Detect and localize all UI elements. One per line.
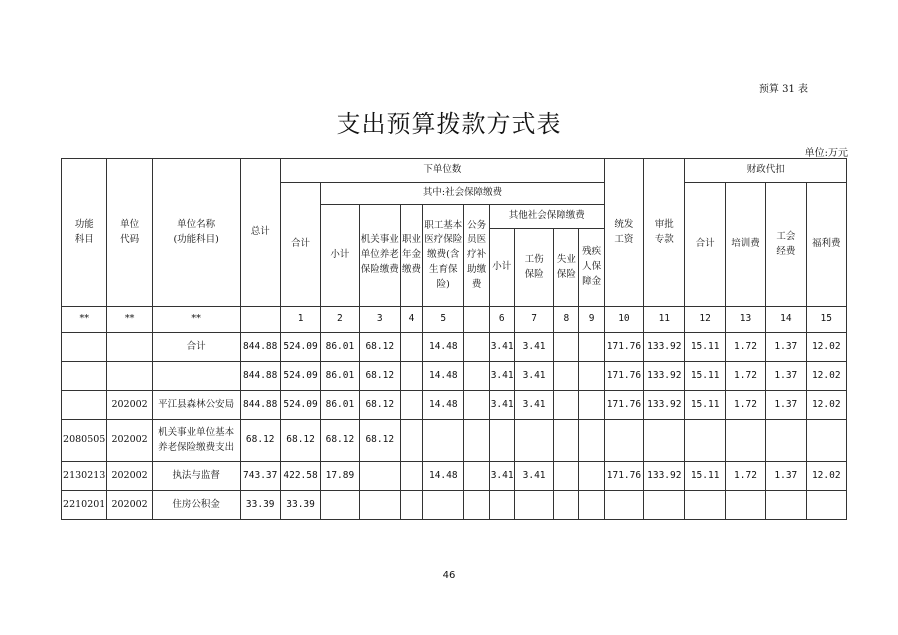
table-cell: 33.39 <box>240 491 280 520</box>
table-cell: 33.39 <box>280 491 320 520</box>
table-cell: 133.92 <box>644 462 685 491</box>
header-total: 总计 <box>240 159 280 307</box>
table-cell: 7 <box>514 307 553 333</box>
header-welfare: 福利费 <box>806 183 847 307</box>
table-cell <box>514 491 553 520</box>
table-cell: 1 <box>280 307 320 333</box>
table-cell: 86.01 <box>321 333 359 362</box>
table-row <box>62 391 847 420</box>
header-unemployment: 失业 保险 <box>554 229 579 307</box>
table-cell: 1.72 <box>725 462 765 491</box>
table-cell <box>554 462 579 491</box>
table-cell: 1.72 <box>725 333 765 362</box>
header-lower-total: 合计 <box>280 183 320 307</box>
table-cell: ** <box>107 307 152 333</box>
header-row-1 <box>62 159 847 183</box>
table-cell: 3.41 <box>514 362 553 391</box>
table-cell: 14.48 <box>423 362 464 391</box>
table-cell <box>579 462 604 491</box>
table-cell: 15.11 <box>685 362 725 391</box>
table-cell: 12.02 <box>806 333 847 362</box>
table-cell: 12.02 <box>806 462 847 491</box>
page-title: 支出预算拨款方式表 <box>336 110 562 138</box>
table-cell <box>464 362 489 391</box>
table-cell: 171.76 <box>604 391 643 420</box>
table-cell: 202002 <box>107 491 152 520</box>
table-cell <box>464 391 489 420</box>
table-cell: 133.92 <box>644 333 685 362</box>
table-cell <box>554 420 579 462</box>
table-cell: 68.12 <box>359 420 400 462</box>
table-cell: 2210201 <box>62 491 107 520</box>
table-cell <box>725 491 765 520</box>
table-cell: 3.41 <box>514 462 553 491</box>
table-cell <box>604 420 643 462</box>
table-cell <box>62 333 107 362</box>
table-cell <box>554 491 579 520</box>
table-cell <box>685 420 725 462</box>
table-cell <box>152 362 240 391</box>
table-cell <box>400 391 422 420</box>
table-cell <box>107 362 152 391</box>
table-cell: 14.48 <box>423 462 464 491</box>
table-cell: 3.41 <box>489 391 514 420</box>
unit-label: 单位:万元 <box>804 148 848 159</box>
table-row <box>62 333 847 362</box>
table-cell: 202002 <box>107 462 152 491</box>
table-cell <box>766 491 806 520</box>
table-cell: 3.41 <box>489 362 514 391</box>
table-cell: 68.12 <box>240 420 280 462</box>
table-cell <box>489 420 514 462</box>
table-cell: 住房公积金 <box>152 491 240 520</box>
table-cell: 执法与监督 <box>152 462 240 491</box>
table-cell: 2130213 <box>62 462 107 491</box>
table-cell: 4 <box>400 307 422 333</box>
table-cell <box>400 362 422 391</box>
table-cell: 1.37 <box>766 333 806 362</box>
table-cell: 机关事业单位基本养老保险缴费支出 <box>152 420 240 462</box>
table-cell <box>240 307 280 333</box>
table-cell: 14.48 <box>423 391 464 420</box>
table-cell: 524.09 <box>280 391 320 420</box>
table-cell: 68.12 <box>359 362 400 391</box>
table-row <box>62 362 847 391</box>
table-cell: 12.02 <box>806 362 847 391</box>
table-cell <box>400 333 422 362</box>
table-cell: 15 <box>806 307 847 333</box>
table-cell <box>766 420 806 462</box>
header-medical: 职工基本 医疗保险 缴费(含 生育保 险) <box>423 205 464 307</box>
table-cell: 171.76 <box>604 333 643 362</box>
table-cell <box>359 462 400 491</box>
header-lower-unit: 下单位数 <box>280 159 604 183</box>
table-cell <box>464 333 489 362</box>
table-cell: 86.01 <box>321 391 359 420</box>
table-cell <box>579 333 604 362</box>
table-row <box>62 491 847 520</box>
table-cell: 3.41 <box>514 391 553 420</box>
table-cell: 1.72 <box>725 391 765 420</box>
table-cell: 3.41 <box>489 462 514 491</box>
header-injury: 工伤 保险 <box>514 229 553 307</box>
table-cell <box>321 491 359 520</box>
header-training: 培训费 <box>725 183 765 307</box>
table-cell: 15.11 <box>685 462 725 491</box>
index-row <box>62 307 847 333</box>
header-civil-servant-medical: 公务 员医 疗补 助缴 费 <box>464 205 489 307</box>
table-cell: 平江县森林公安局 <box>152 391 240 420</box>
table-cell: 5 <box>423 307 464 333</box>
table-cell: 9 <box>579 307 604 333</box>
table-cell: 68.12 <box>280 420 320 462</box>
header-fw-total: 合计 <box>685 183 725 307</box>
table-cell: 133.92 <box>644 362 685 391</box>
header-finance-withhold: 财政代扣 <box>685 159 847 183</box>
table-cell: 15.11 <box>685 391 725 420</box>
header-agency-pension: 机关事业 单位养老 保险缴费 <box>359 205 400 307</box>
table-cell: 524.09 <box>280 362 320 391</box>
table-cell: 1.37 <box>766 391 806 420</box>
table-cell: 1.37 <box>766 462 806 491</box>
table-cell: 10 <box>604 307 643 333</box>
table-cell <box>464 307 489 333</box>
budget-table <box>61 158 847 520</box>
table-cell: 68.12 <box>321 420 359 462</box>
table-cell <box>423 420 464 462</box>
table-cell: 844.88 <box>240 391 280 420</box>
table-cell: 202002 <box>107 420 152 462</box>
header-of-which-social: 其中:社会保障缴费 <box>321 183 605 205</box>
table-cell <box>806 491 847 520</box>
table-cell: 86.01 <box>321 362 359 391</box>
table-cell: 12 <box>685 307 725 333</box>
table-cell <box>514 420 553 462</box>
table-cell <box>489 491 514 520</box>
table-cell: 15.11 <box>685 333 725 362</box>
table-cell: 2 <box>321 307 359 333</box>
table-row <box>62 462 847 491</box>
table-cell <box>806 420 847 462</box>
header-disability: 残疾 人保 障金 <box>579 229 604 307</box>
table-cell: 1.37 <box>766 362 806 391</box>
table-cell: 133.92 <box>644 391 685 420</box>
table-cell: 3.41 <box>514 333 553 362</box>
table-cell: ** <box>62 307 107 333</box>
table-cell: 3.41 <box>489 333 514 362</box>
table-cell <box>400 462 422 491</box>
table-cell: 8 <box>554 307 579 333</box>
header-occupational-annuity: 职业 年金 缴费 <box>400 205 422 307</box>
table-cell <box>604 491 643 520</box>
table-cell <box>579 391 604 420</box>
table-cell <box>464 491 489 520</box>
table-cell: 202002 <box>107 391 152 420</box>
table-cell <box>685 491 725 520</box>
table-cell: 6 <box>489 307 514 333</box>
table-cell <box>725 420 765 462</box>
table-cell <box>107 333 152 362</box>
table-row <box>62 420 847 462</box>
header-unified-salary: 统发 工资 <box>604 159 643 307</box>
table-cell: 844.88 <box>240 362 280 391</box>
table-cell <box>579 491 604 520</box>
table-cell <box>579 420 604 462</box>
table-cell <box>554 362 579 391</box>
table-cell <box>62 391 107 420</box>
table-cell: 17.89 <box>321 462 359 491</box>
table-cell: 171.76 <box>604 462 643 491</box>
table-cell <box>554 391 579 420</box>
table-cell <box>423 491 464 520</box>
table-cell <box>644 491 685 520</box>
header-other-social: 其他社会保障缴费 <box>489 205 604 229</box>
table-cell <box>464 462 489 491</box>
table-cell <box>62 362 107 391</box>
table-cell: 12.02 <box>806 391 847 420</box>
form-number: 预算 31 表 <box>758 84 808 95</box>
header-other-subtotal: 小计 <box>489 229 514 307</box>
table-cell: 844.88 <box>240 333 280 362</box>
table-cell: 14.48 <box>423 333 464 362</box>
table-cell: 68.12 <box>359 333 400 362</box>
table-cell: 14 <box>766 307 806 333</box>
table-cell: 171.76 <box>604 362 643 391</box>
table-cell: 1.72 <box>725 362 765 391</box>
table-cell <box>464 420 489 462</box>
table-cell: 11 <box>644 307 685 333</box>
table-cell: 合计 <box>152 333 240 362</box>
table-cell: 68.12 <box>359 391 400 420</box>
table-cell <box>644 420 685 462</box>
table-cell <box>400 420 422 462</box>
table-cell <box>400 491 422 520</box>
header-approved-special: 审批 专款 <box>644 159 685 307</box>
header-union: 工会 经费 <box>766 183 806 307</box>
header-func-code: 功能 科目 <box>62 159 107 307</box>
table-cell: 13 <box>725 307 765 333</box>
table-cell: 2080505 <box>62 420 107 462</box>
header-subtotal: 小计 <box>321 205 359 307</box>
table-cell <box>579 362 604 391</box>
table-cell <box>554 333 579 362</box>
table-cell: 422.58 <box>280 462 320 491</box>
table-cell <box>359 491 400 520</box>
header-unit-name: 单位名称 (功能科目) <box>152 159 240 307</box>
header-unit-code: 单位 代码 <box>107 159 152 307</box>
table-cell: 524.09 <box>280 333 320 362</box>
table-cell: 3 <box>359 307 400 333</box>
table-cell: 743.37 <box>240 462 280 491</box>
page-number: 46 <box>442 570 456 581</box>
table-cell: ** <box>152 307 240 333</box>
